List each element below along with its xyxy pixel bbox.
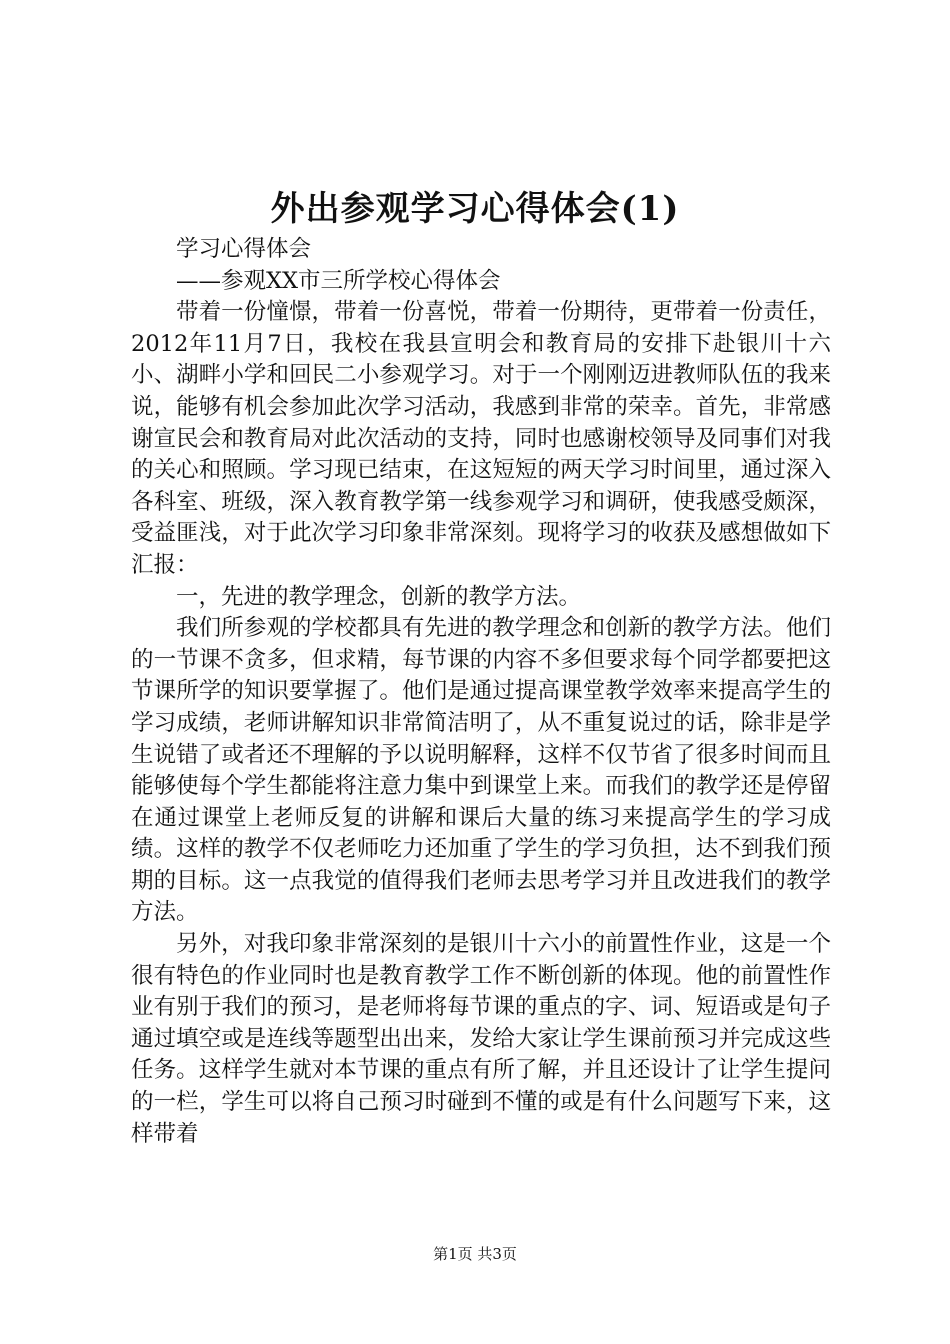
paragraph: 我们所参观的学校都具有先进的教学理念和创新的教学方法。他们的一节课不贪多，但求精，每节课的内容不多但要求每个同学都要把这节课所学的知识要掌握了。他们是通过提高课堂教学效率来提高学生的学习成绩，老师讲解知识非常简洁明了，从不重复说过的话，除非是学生说错了或者还不理解的予以说明解释，这样不仅节省了很多时间而且能够使每个学生都能将注意力集中到课堂上来。而我们的教学还是停留在通过课堂上老师反复的讲解和课后大量的练习来提高学生的学习成绩。这样的教学不仅老师吃力还加重了学生的学习负担，达不到我们预期的目标。这一点我觉的值得我们老师去思考学习并且改进我们的教学方法。	[131, 615, 831, 926]
paragraph: 另外，对我印象非常深刻的是银川十六小的前置性作业，这是一个很有特色的作业同时也是教育教学工作不断创新的体现。他的前置性作业有别于我们的预习，是老师将每节课的重点的字、词、短语或是句子通过填空或是连线等题型出出来，发给大家让学生课前预习并完成这些任务。这样学生就对本节课的重点有所了解，并且还设计了让学生提问的一栏，学生可以将自己预习时碰到不懂的或是有什么问题写下来，这样带着	[131, 931, 831, 1147]
paragraph: 带着一份憧憬，带着一份喜悦，带着一份期待，更带着一份责任，2012年11月7日，我校在我县宣明会和教育局的安排下赴银川十六小、湖畔小学和回民二小参观学习。对于一个刚刚迈进教师队伍的我来说，能够有机会参加此次学习活动，我感到非常的荣幸。首先，非常感谢宣民会和教育局对此次活动的支持，同时也感谢校领导及同事们对我的关心和照顾。学习现已结束，在这短短的两天学习时间里，通过深入各科室、班级，深入教育教学第一线参观学习和调研，使我感受颇深，受益匪浅，对于此次学习印象非常深刻。现将学习的收获及感想做如下汇报：	[131, 299, 831, 578]
page-footer: 第1页 共3页	[433, 1245, 517, 1263]
subtitle: 学习心得体会	[176, 236, 312, 262]
section-heading: 一，先进的教学理念，创新的教学方法。	[176, 583, 582, 610]
sub-subtitle: ——参观XX市三所学校心得体会	[176, 267, 501, 294]
document-title: 外出参观学习心得体会(1)	[270, 189, 680, 229]
document-body	[131, 234, 831, 1150]
